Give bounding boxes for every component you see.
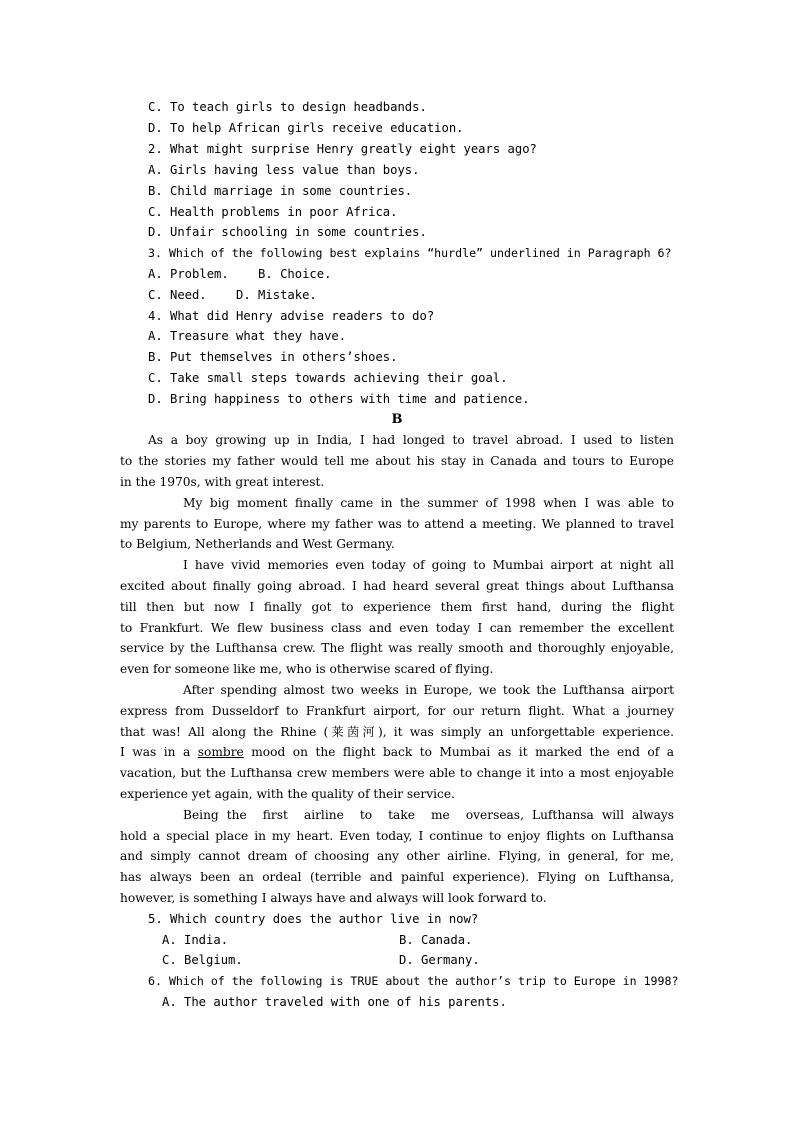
passage-line: even for someone like me, who is otherwise scared of flying.: [120, 662, 494, 676]
q5-option-c: C. Belgium.: [162, 953, 243, 967]
q4-option-a: A. Treasure what they have.: [148, 329, 347, 343]
q2-option-d: D. Unfair schooling in some countries.: [148, 225, 427, 239]
passage-line: has always been an ordeal (terrible and painful experience). Flying on Lufthansa,: [120, 870, 674, 884]
q2-stem: 2. What might surprise Henry greatly eight years ago?: [148, 142, 537, 156]
passage-line: I have vivid memories even today of going to Mumbai airport at night all: [183, 558, 674, 572]
q3-options-cd: C. Need. D. Mistake.: [148, 288, 317, 302]
q1-option-d: D. To help African girls receive education.: [148, 121, 464, 135]
passage-line: however, is something I always have and always will look forward to.: [120, 891, 547, 905]
q6-option-a: A. The author traveled with one of his parents.: [162, 995, 507, 1009]
passage-line: service by the Lufthansa crew. The flight was really smooth and thoroughly enjoyable,: [120, 641, 674, 655]
passage-line: that was! All along the Rhine (莱茵河), it was simply an unforgettable experience.: [120, 725, 674, 739]
passage-line: hold a special place in my heart. Even today, I continue to enjoy flights on Lufthansa: [120, 829, 674, 843]
passage-line: vacation, but the Lufthansa crew members were able to change it into a most enjoyable: [120, 766, 674, 780]
q4-stem: 4. What did Henry advise readers to do?: [148, 309, 435, 323]
q3-options-ab: A. Problem. B. Choice.: [148, 267, 332, 281]
passage-line: experience yet again, with the quality of their service.: [120, 787, 455, 801]
passage-line: express from Dusseldorf to Frankfurt airport, for our return flight. What a journey: [120, 704, 674, 718]
passage-line: till then but now I finally got to experience them first hand, during the flight: [120, 600, 674, 614]
passage-text: mood on the flight back to Mumbai as it marked the end of a: [251, 745, 674, 759]
passage-line: [120, 742, 674, 762]
q4-option-b: B. Put themselves in others’shoes.: [148, 350, 398, 364]
q4-option-c: C. Take small steps towards achieving their goal.: [148, 371, 508, 385]
passage-line: and simply cannot dream of choosing any other airline. Flying, in general, for me,: [120, 849, 674, 863]
underlined-word-sombre: sombre: [197, 745, 244, 759]
passage-line: excited about finally going abroad. I had heard several great things about Lufthansa: [120, 579, 674, 593]
q4-option-d: D. Bring happiness to others with time and patience.: [148, 392, 530, 406]
q5-option-d: D. Germany.: [399, 953, 480, 967]
section-heading: B: [391, 412, 403, 427]
q3-stem: 3. Which of the following best explains “hurdle” underlined in Paragraph 6?: [148, 246, 672, 260]
passage-line: in the 1970s, with great interest.: [120, 475, 325, 489]
q5-option-b: B. Canada.: [399, 933, 473, 947]
passage-text: I was in a: [120, 745, 191, 759]
passage-line: to Belgium, Netherlands and West Germany.: [120, 537, 395, 551]
q2-option-a: A. Girls having less value than boys.: [148, 163, 420, 177]
passage-line: As a boy growing up in India, I had longed to travel abroad. I used to listen: [148, 433, 674, 447]
q2-option-b: B. Child marriage in some countries.: [148, 184, 413, 198]
q6-stem: 6. Which of the following is TRUE about the author’s trip to Europe in 1998?: [148, 974, 679, 988]
passage-line: my parents to Europe, where my father was to attend a meeting. We planned to travel: [120, 517, 674, 531]
q2-option-c: C. Health problems in poor Africa.: [148, 205, 398, 219]
q5-option-a: A. India.: [162, 933, 229, 947]
passage-line: After spending almost two weeks in Europe, we took the Lufthansa airport: [183, 683, 674, 697]
passage-line: to the stories my father would tell me about his stay in Canada and tours to Europe: [120, 454, 674, 468]
q5-stem: 5. Which country does the author live in now?: [148, 912, 479, 926]
passage-line: to Frankfurt. We flew business class and even today I can remember the excellent: [120, 621, 674, 635]
q1-option-c: C. To teach girls to design headbands.: [148, 100, 427, 114]
passage-line: Being the first airline to take me overseas, Lufthansa will always: [183, 808, 674, 822]
passage-line: My big moment finally came in the summer of 1998 when I was able to: [183, 496, 674, 510]
